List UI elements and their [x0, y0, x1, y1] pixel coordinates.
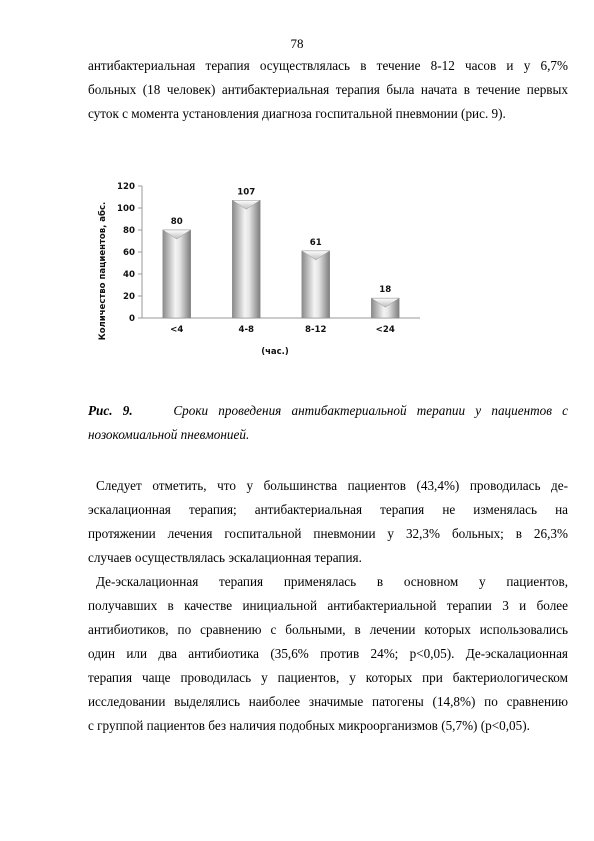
y-tick-label: 80 [123, 226, 135, 236]
text-line: больных (18 человек) антибактериальная терапия была начата в течение первых [88, 82, 568, 97]
text-line: один или два антибиотика (35,6% против 24%; p<0,05). Де-эскалационная [88, 646, 568, 661]
text-line: суток с момента установления диагноза госпитальной пневмонии (рис. 9). [88, 106, 506, 121]
y-tick-label: 100 [117, 204, 135, 214]
paragraph-intro [88, 54, 568, 126]
figure-caption [88, 399, 568, 447]
bars [163, 187, 399, 318]
bar [232, 200, 260, 318]
y-axis [117, 182, 142, 324]
y-axis-title: Количество пациентов, абс. [98, 201, 108, 341]
caption-line [88, 399, 568, 423]
paragraph-deescalation [88, 474, 568, 570]
bar [302, 251, 330, 318]
page-number: 78 [290, 36, 304, 51]
data-label: 18 [379, 285, 392, 296]
y-tick-label: 60 [123, 248, 135, 258]
paragraph-deescalation-details [88, 570, 568, 738]
text-line: исследовании выделялись наиболее значимые патогены (14,8%) по сравнению [88, 694, 568, 709]
y-tick-label: 0 [129, 314, 135, 324]
text-line: с группой пациентов без наличия подобных микроорганизмов (5,7%) (p<0,05). [88, 718, 530, 733]
bar [163, 230, 191, 318]
text-line: антибактериальная терапия осуществлялась в течение 8-12 часов и у 6,7% [88, 58, 568, 73]
text-line: Следует отметить, что у большинства пациентов (43,4%) проводилась де- [96, 478, 568, 493]
data-label: 80 [170, 217, 183, 227]
x-tick-label: <4 [170, 325, 184, 335]
text-line: терапия чаще проводилась у пациентов, у которых при бактериологическом [88, 670, 568, 685]
y-tick-label: 40 [123, 270, 135, 280]
caption-line: нозокомиальной пневмонией. [88, 427, 250, 442]
data-label: 61 [309, 237, 322, 248]
caption-text: Сроки проведения антибактериальной терапии у пациентов с [173, 403, 568, 418]
y-tick-label: 120 [117, 182, 135, 192]
data-label: 107 [237, 187, 256, 198]
x-axis-title: (час.) [261, 347, 289, 357]
x-tick-label: 4-8 [238, 325, 255, 335]
x-axis [142, 318, 420, 335]
text-line: антибиотиков, по сравнению с больными, в лечении которых использовались [88, 622, 568, 637]
text-line: случаев осуществлялась эскалационная терапия. [88, 550, 362, 565]
text-line: получавших в качестве инициальной антибактериальной терапии 3 и более [88, 598, 568, 613]
caption-lead: Рис. 9. [88, 403, 133, 418]
y-tick-label: 20 [123, 292, 135, 302]
text-line: эскалационная терапия; антибактериальная терапия не изменялась на [88, 502, 568, 517]
x-tick-label: <24 [375, 325, 395, 335]
text-line: Де-эскалационная терапия применялась в основном у пациентов, [96, 574, 568, 589]
x-tick-label: 8-12 [304, 325, 327, 335]
text-line: протяжении лечения госпитальной пневмонии у 32,3% больных; в 26,3% [88, 526, 568, 541]
bar-chart [90, 176, 430, 366]
